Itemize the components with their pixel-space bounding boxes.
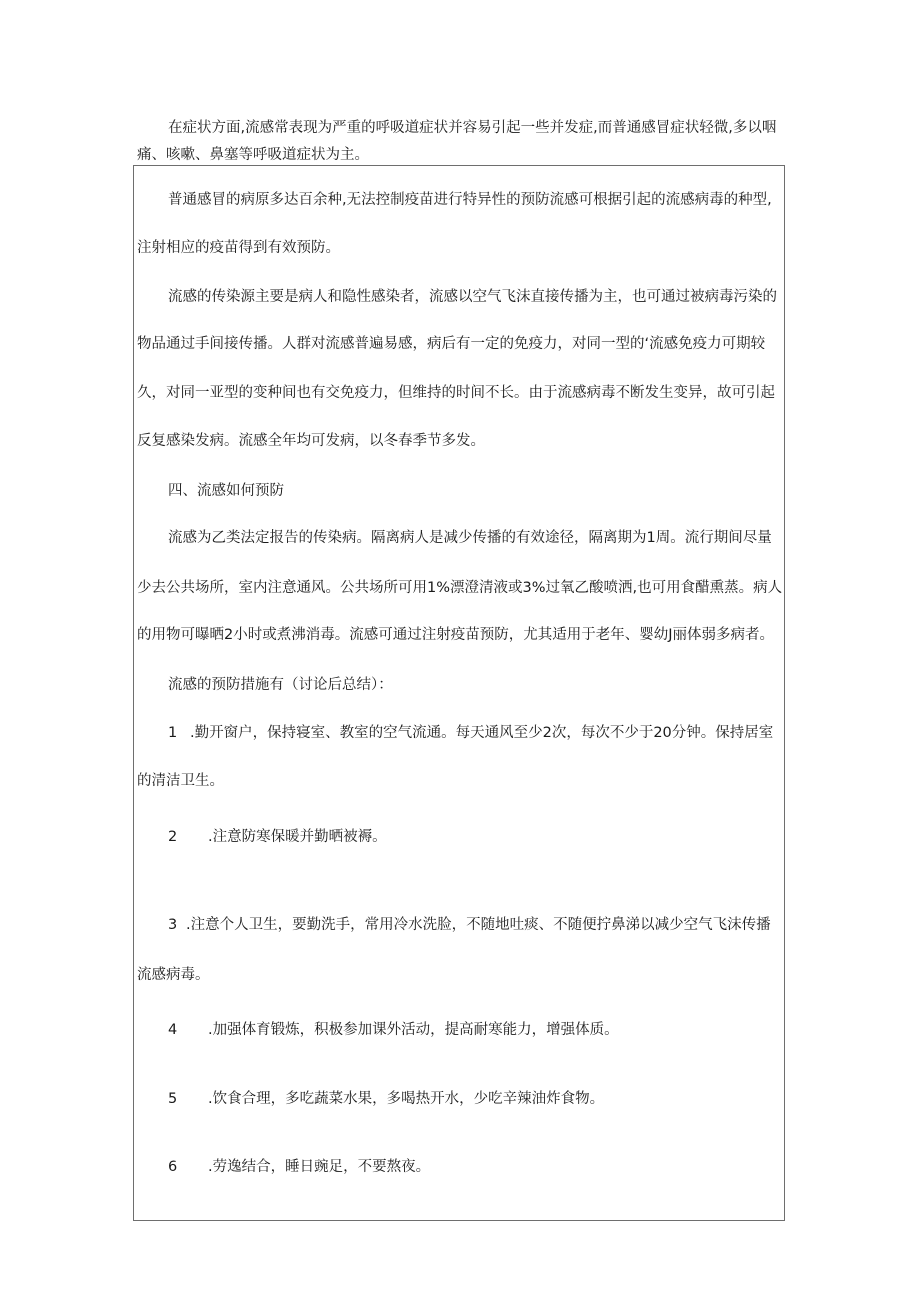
list-item-3-line-2: 流感病毒。 [137, 967, 210, 983]
section-heading: 四、流感如何预防 [168, 483, 284, 499]
list-item-number: 3 [168, 917, 178, 933]
measures-intro: 流感的预防措施有（讨论后总结）： [168, 677, 393, 693]
paragraph-2-line-4: 反复感染发病。流感全年均可发病，以冬春季节多发。 [137, 433, 485, 449]
list-item-1-line-2: 的清洁卫生。 [137, 773, 224, 789]
list-item-number: 1 [168, 725, 178, 741]
list-item-5-line-1: .饮食合理，多吃蔬菜水果，多喝热开水，少吃辛辣油炸食物。 [208, 1091, 605, 1107]
list-item-4-line-1: .加强体育锻炼，积极参加课外活动，提高耐寒能力，增强体质。 [208, 1022, 619, 1038]
paragraph-2-line-2: 物品通过手间接传播。人群对流感普遍易感，病后有一定的免疫力，对同一型的‘流感免疫力可期较 [137, 336, 766, 352]
intro-line-1: 在症状方面,流感常表现为严重的呼吸道症状并容易引起一些并发症,而普通感冒症状轻微,多以咽 [168, 120, 777, 136]
intro-line-2: 痛、咳嗽、鼻塞等呼吸道症状为主。 [137, 147, 369, 163]
paragraph-3-line-1: 流感为乙类法定报告的传染病。隔离病人是减少传播的有效途径，隔离期为1周。流行期间尽量 [168, 530, 772, 546]
paragraph-2-line-3: 久，对同一亚型的变种间也有交免疫力，但维持的时间不长。由于流感病毒不断发生变异，故可引起 [137, 385, 775, 401]
paragraph-1-line-1: 普通感冒的病原多达百余种,无法控制疫苗进行特异性的预防流感可根据引起的流感病毒的种型, [168, 192, 772, 208]
paragraph-3-line-3: 的用物可曝晒2小时或煮沸消毒。流感可通过注射疫苗预防，尤其适用于老年、婴幼J丽体弱多病者。 [137, 627, 774, 643]
list-item-3-line-1: .注意个人卫生，要勤洗手，常用冷水洗脸，不随地吐痰、不随便拧鼻涕以减少空气飞沫传播 [186, 917, 771, 933]
list-item-number: 4 [168, 1022, 178, 1038]
list-item-1-line-1: .勤开窗户，保持寝室、教室的空气流通。每天通风至少2次，每次不少于20分钟。保持居室 [190, 725, 774, 741]
paragraph-2-line-1: 流感的传染源主要是病人和隐性感染者，流感以空气飞沫直接传播为主，也可通过被病毒污染的 [168, 289, 777, 305]
list-item-2-line-1: .注意防寒保暖并勤晒被褥。 [208, 829, 387, 845]
list-item-6-line-1: .劳逸结合，睡日豌足，不要熬夜。 [208, 1159, 431, 1175]
list-item-number: 6 [168, 1159, 178, 1175]
list-item-number: 2 [168, 829, 178, 845]
list-item-number: 5 [168, 1091, 178, 1107]
paragraph-3-line-2: 少去公共场所，室内注意通风。公共场所可用1%漂澄清液或3%过氧乙酸喷洒,也可用食醋熏蒸。病人 [137, 580, 783, 596]
paragraph-1-line-2: 注射相应的疫苗得到有效预防。 [137, 240, 340, 256]
